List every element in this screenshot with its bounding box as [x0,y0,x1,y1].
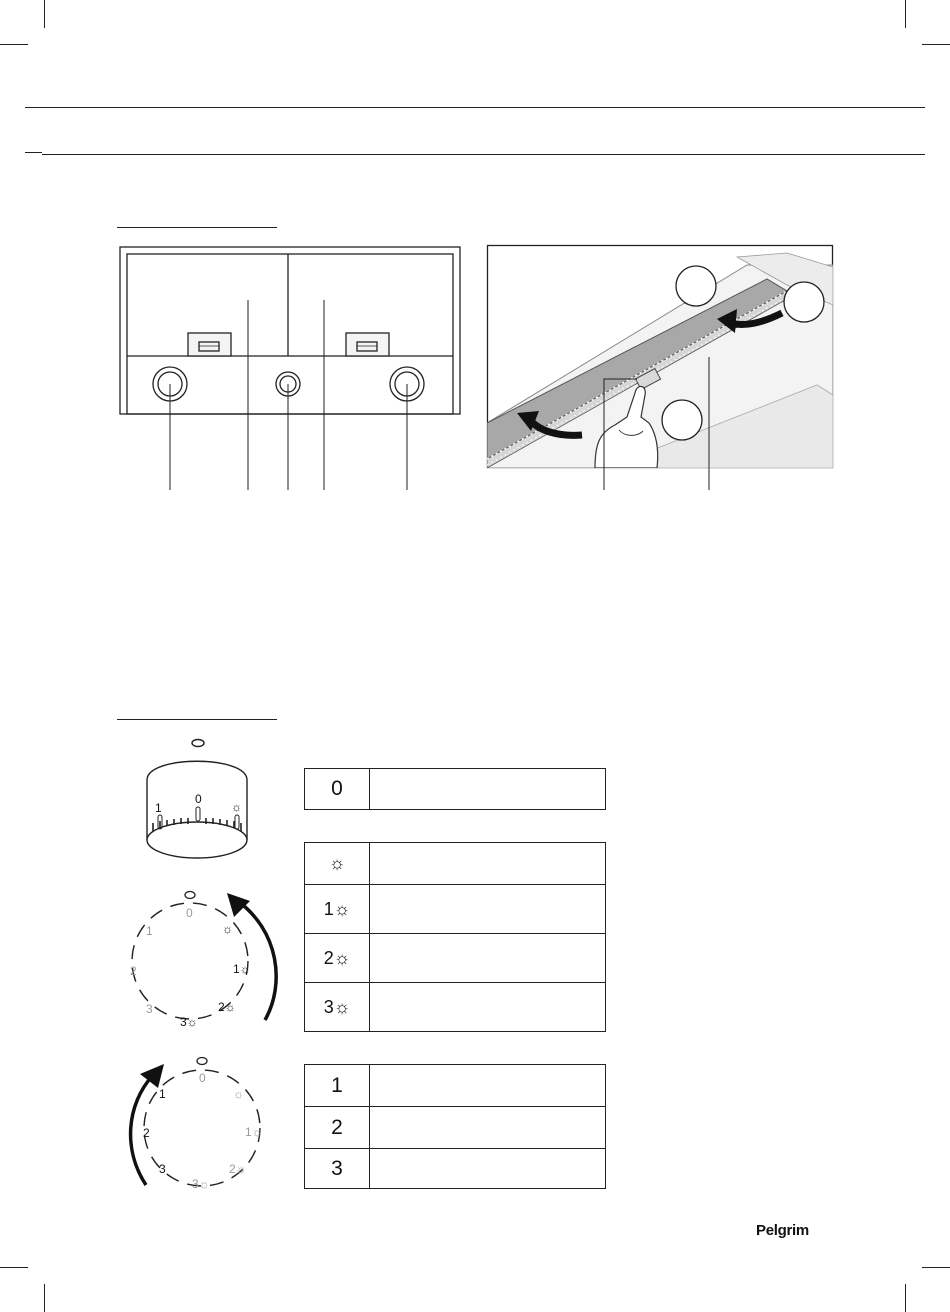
setting-key: 0 [305,769,370,809]
dial-fan-label-1light: 1☼ [245,1125,263,1139]
crop-mark [922,44,950,45]
crop-mark [905,1284,906,1312]
table-row [305,843,605,884]
crop-mark [905,0,906,28]
setting-table-off [304,768,606,810]
setting-description [370,934,605,982]
control-panel-figure [110,240,470,495]
setting-description [370,1065,605,1106]
header-rule-top [25,107,925,108]
setting-key: 1 [305,1065,370,1106]
table-row [305,1065,605,1106]
dial-fan-label-2light: 2☼ [229,1162,247,1176]
table-row [305,884,605,933]
crop-mark [0,1267,28,1268]
brand-logo: Pelgrim [756,1222,809,1239]
dial-light-label-3light: 3☼ [180,1015,198,1029]
dial-fan-label-0: 0 [199,1071,206,1085]
section-underline-2 [117,719,277,720]
dial-fan-label-2: 2 [143,1126,150,1140]
table-row [305,769,605,809]
dial-light-label-1: 1 [146,924,153,938]
dial-light-figure [120,885,280,1035]
dial-light-label-1light: 1☼ [233,962,251,976]
setting-table-fan [304,1064,606,1189]
dial-light-label-2light: 2☼ [218,1000,236,1014]
dial-fan-label-3: 3 [159,1162,166,1176]
setting-description [370,1149,605,1188]
header-rule-tick [25,152,42,153]
crop-mark [44,1284,45,1312]
table-row [305,982,605,1031]
crop-mark [44,0,45,28]
section-underline-1 [117,227,277,228]
setting-key: 2☼ [305,934,370,982]
setting-description [370,769,605,809]
table-row [305,1106,605,1148]
dial-light-label-2: 2 [130,964,137,978]
dial-light-label-0: 0 [186,906,193,920]
dial-light-label-3: 3 [146,1002,153,1016]
setting-key: 1☼ [305,885,370,933]
setting-description [370,983,605,1031]
dial-fan-label-3light: 3☼ [192,1177,210,1191]
setting-key: 3 [305,1149,370,1188]
filter-removal-figure [487,245,833,495]
setting-key: ☼ [305,843,370,884]
knob-label-left: 1 [155,801,162,815]
knob-label-right: ☼ [231,800,242,814]
setting-description [370,843,605,884]
setting-key: 2 [305,1107,370,1148]
setting-table-light [304,842,606,1032]
table-row [305,933,605,982]
dial-light-label-light: ☼ [222,922,233,936]
setting-description [370,1107,605,1148]
knob-label-center: 0 [195,792,202,806]
setting-description [370,885,605,933]
crop-mark [0,44,28,45]
header-rule-bottom [42,154,925,155]
crop-mark [922,1267,950,1268]
dial-fan-label-1: 1 [159,1087,166,1101]
setting-key: 3☼ [305,983,370,1031]
dial-fan-label-light: ☼ [233,1087,244,1101]
table-row [305,1148,605,1188]
